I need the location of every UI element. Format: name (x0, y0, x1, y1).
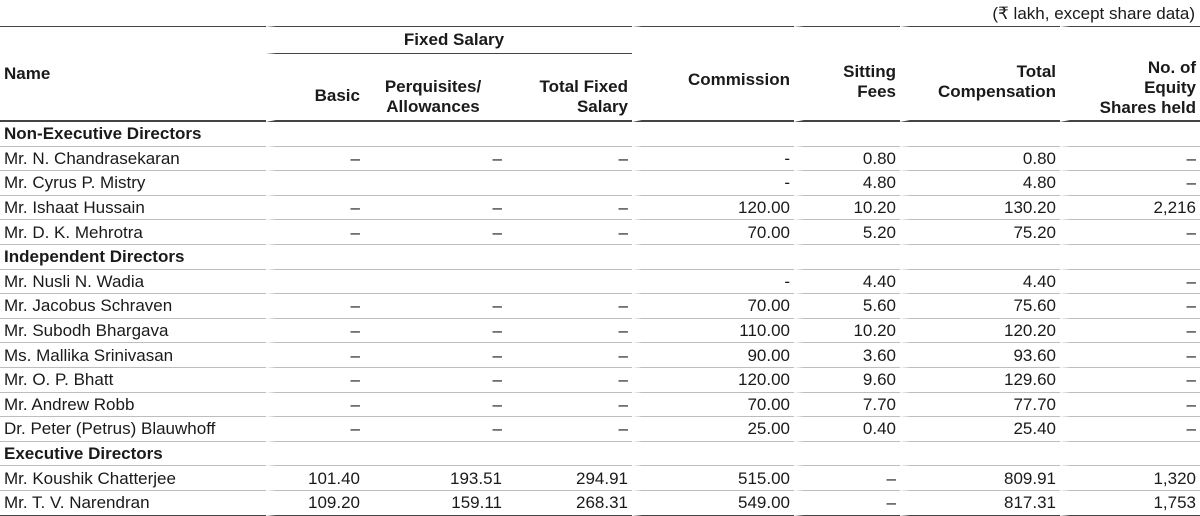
table-row (0, 220, 1200, 245)
total-compensation-cell: 4.40 (900, 270, 1060, 295)
header-total-line1: Total (1016, 62, 1057, 81)
director-name: Mr. O. P. Bhatt (0, 368, 266, 393)
total-fixed-cell: – (506, 417, 632, 442)
total-fixed-cell: – (506, 393, 632, 418)
header-sitting-fees (794, 26, 900, 122)
commission-cell: 110.00 (632, 319, 794, 344)
total-fixed-cell: – (506, 368, 632, 393)
perquisites-cell: – (364, 417, 506, 442)
header-sitting-line2: Fees (857, 82, 897, 101)
equity-shares-cell: 1,320 (1060, 466, 1200, 491)
equity-shares-cell: – (1060, 270, 1200, 295)
commission-cell: 120.00 (632, 368, 794, 393)
header-equity-shares (1060, 26, 1200, 122)
commission-cell: 549.00 (632, 491, 794, 516)
basic-cell: – (266, 294, 364, 319)
units-note: (₹ lakh, except share data) (992, 4, 1195, 23)
section-row-independent (0, 245, 1200, 270)
equity-shares-cell: – (1060, 368, 1200, 393)
table-row (0, 147, 1200, 172)
sitting-fees-cell: 3.60 (794, 343, 900, 368)
header-basic-label: Basic (314, 86, 360, 105)
total-compensation-cell: 93.60 (900, 343, 1060, 368)
sitting-fees-cell: 4.40 (794, 270, 900, 295)
perquisites-cell (364, 171, 506, 196)
equity-shares-cell: – (1060, 171, 1200, 196)
perquisites-cell: 193.51 (364, 466, 506, 491)
director-name: Mr. D. K. Mehrotra (0, 220, 266, 245)
total-compensation-cell: 809.91 (900, 466, 1060, 491)
total-compensation-cell: 77.70 (900, 393, 1060, 418)
sitting-fees-cell: 5.60 (794, 294, 900, 319)
director-name: Mr. Cyrus P. Mistry (0, 171, 266, 196)
table-row (0, 491, 1200, 516)
total-fixed-cell: – (506, 319, 632, 344)
total-compensation-cell: 130.20 (900, 196, 1060, 221)
table-row (0, 196, 1200, 221)
header-equity-line1: No. of (1147, 58, 1197, 77)
total-fixed-cell: 268.31 (506, 491, 632, 516)
perquisites-cell: – (364, 368, 506, 393)
commission-cell: 70.00 (632, 220, 794, 245)
perquisites-cell (364, 270, 506, 295)
table-row (0, 368, 1200, 393)
total-compensation-cell: 4.80 (900, 171, 1060, 196)
equity-shares-cell: – (1060, 319, 1200, 344)
commission-cell: 70.00 (632, 393, 794, 418)
director-name: Mr. Nusli N. Wadia (0, 270, 266, 295)
header-perq-line2: Allowances (386, 97, 480, 116)
director-name: Mr. Jacobus Schraven (0, 294, 266, 319)
perquisites-cell: – (364, 319, 506, 344)
director-name: Ms. Mallika Srinivasan (0, 343, 266, 368)
perquisites-cell: – (364, 343, 506, 368)
total-compensation-cell: 0.80 (900, 147, 1060, 172)
director-name: Mr. Koushik Chatterjee (0, 466, 266, 491)
director-name: Mr. T. V. Narendran (0, 491, 266, 516)
section-label: Executive Directors (0, 442, 266, 467)
sitting-fees-cell: 0.80 (794, 147, 900, 172)
equity-shares-cell: – (1060, 417, 1200, 442)
table-row (0, 270, 1200, 295)
table-row (0, 171, 1200, 196)
table-row (0, 294, 1200, 319)
total-fixed-cell: 294.91 (506, 466, 632, 491)
commission-cell: - (632, 171, 794, 196)
header-fixed-salary (266, 26, 632, 54)
header-tfs-line1: Total Fixed (539, 77, 629, 96)
header-name-label: Name (4, 63, 51, 83)
header-fixed-salary-label: Fixed Salary (403, 30, 505, 49)
header-name (0, 26, 266, 122)
sitting-fees-cell: 5.20 (794, 220, 900, 245)
equity-shares-cell: 2,216 (1060, 196, 1200, 221)
basic-cell: – (266, 319, 364, 344)
equity-shares-cell: – (1060, 147, 1200, 172)
director-name: Mr. Andrew Robb (0, 393, 266, 418)
total-compensation-cell: 75.60 (900, 294, 1060, 319)
total-compensation-cell: 129.60 (900, 368, 1060, 393)
total-fixed-cell: – (506, 147, 632, 172)
table-row (0, 417, 1200, 442)
equity-shares-cell: – (1060, 393, 1200, 418)
perquisites-cell: – (364, 220, 506, 245)
sitting-fees-cell: 9.60 (794, 368, 900, 393)
director-name: Mr. N. Chandrasekaran (0, 147, 266, 172)
basic-cell: 109.20 (266, 491, 364, 516)
header-total-compensation (900, 26, 1060, 122)
sitting-fees-cell: 0.40 (794, 417, 900, 442)
total-fixed-cell: – (506, 220, 632, 245)
basic-cell (266, 270, 364, 295)
header-commission (632, 26, 794, 122)
section-label: Non-Executive Directors (0, 122, 266, 147)
perquisites-cell: – (364, 147, 506, 172)
table-row (0, 319, 1200, 344)
sitting-fees-cell: 10.20 (794, 319, 900, 344)
table-row (0, 393, 1200, 418)
basic-cell: – (266, 368, 364, 393)
perquisites-cell: – (364, 294, 506, 319)
basic-cell: – (266, 147, 364, 172)
commission-cell: 25.00 (632, 417, 794, 442)
total-fixed-cell: – (506, 196, 632, 221)
total-fixed-cell: – (506, 294, 632, 319)
equity-shares-cell: – (1060, 343, 1200, 368)
basic-cell: – (266, 417, 364, 442)
basic-cell: – (266, 393, 364, 418)
header-equity-line2: Equity (1144, 78, 1197, 97)
total-fixed-cell (506, 270, 632, 295)
header-total-fixed-salary (506, 54, 632, 122)
header-commission-label: Commission (687, 70, 791, 89)
table-row (0, 466, 1200, 491)
header-equity-line3: Shares held (1099, 98, 1197, 117)
sitting-fees-cell: 10.20 (794, 196, 900, 221)
header-perq-line1: Perquisites/ (384, 77, 482, 96)
section-row-non-executive (0, 122, 1200, 147)
basic-cell: – (266, 220, 364, 245)
total-compensation-cell: 25.40 (900, 417, 1060, 442)
total-compensation-cell: 817.31 (900, 491, 1060, 516)
equity-shares-cell: – (1060, 220, 1200, 245)
section-row-executive (0, 442, 1200, 467)
commission-cell: 120.00 (632, 196, 794, 221)
equity-shares-cell: – (1060, 294, 1200, 319)
sitting-fees-cell: – (794, 491, 900, 516)
header-basic (266, 54, 364, 122)
director-name: Mr. Ishaat Hussain (0, 196, 266, 221)
director-name: Dr. Peter (Petrus) Blauwhoff (0, 417, 266, 442)
commission-cell: 515.00 (632, 466, 794, 491)
directors-compensation-table (0, 26, 1200, 516)
equity-shares-cell: 1,753 (1060, 491, 1200, 516)
commission-cell: - (632, 147, 794, 172)
basic-cell (266, 171, 364, 196)
perquisites-cell: – (364, 196, 506, 221)
perquisites-cell: – (364, 393, 506, 418)
sitting-fees-cell: 4.80 (794, 171, 900, 196)
total-fixed-cell: – (506, 343, 632, 368)
header-perquisites (364, 54, 506, 122)
total-compensation-cell: 120.20 (900, 319, 1060, 344)
perquisites-cell: 159.11 (364, 491, 506, 516)
basic-cell: – (266, 196, 364, 221)
total-fixed-cell (506, 171, 632, 196)
director-name: Mr. Subodh Bhargava (0, 319, 266, 344)
table-row (0, 343, 1200, 368)
commission-cell: 70.00 (632, 294, 794, 319)
section-label: Independent Directors (0, 245, 266, 270)
commission-cell: - (632, 270, 794, 295)
header-total-line2: Compensation (937, 82, 1057, 101)
header-tfs-line2: Salary (576, 97, 629, 116)
basic-cell: – (266, 343, 364, 368)
sitting-fees-cell: 7.70 (794, 393, 900, 418)
sitting-fees-cell: – (794, 466, 900, 491)
header-sitting-line1: Sitting (843, 62, 897, 81)
total-compensation-cell: 75.20 (900, 220, 1060, 245)
basic-cell: 101.40 (266, 466, 364, 491)
commission-cell: 90.00 (632, 343, 794, 368)
